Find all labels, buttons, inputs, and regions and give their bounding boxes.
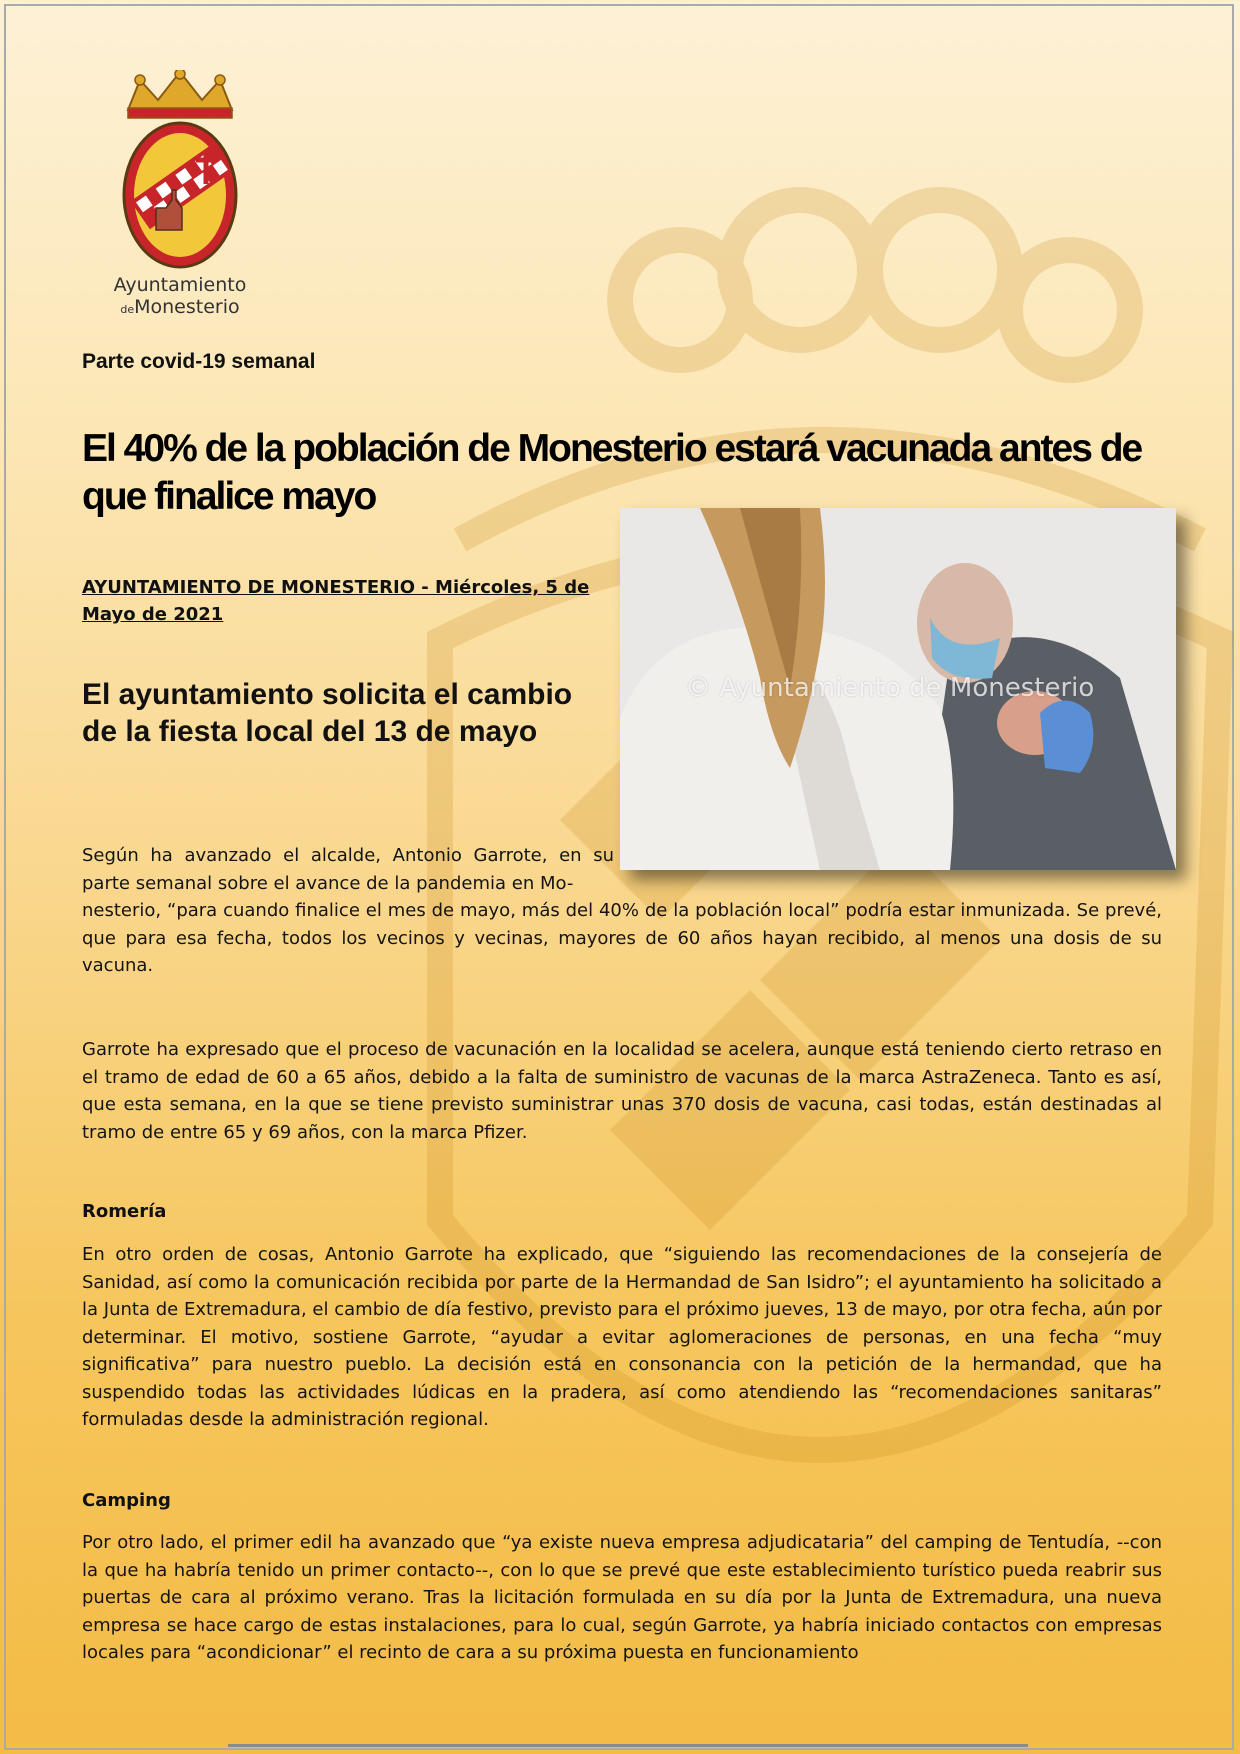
municipal-logo xyxy=(105,70,255,321)
headline: El 40% de la población de Monesterio estará vacunada antes de que finalice mayo xyxy=(82,427,1142,518)
vaccination-photo xyxy=(620,508,1176,870)
photo-watermark-caption: © Ayuntamiento de Monesterio xyxy=(685,673,1095,703)
subheadline: El ayuntamiento solicita el cambio de la fiesta local del 13 de mayo xyxy=(82,678,573,748)
section-label: Parte covid-19 semanal xyxy=(82,350,316,373)
paragraph-4: Por otro lado, el primer edil ha avanzado que “ya existe nueva empresa adjudicataria” del camping de Tentudía, --con la que ha habría tenido un primer contacto--, con lo que se prevé que este establecimiento turístico pueda reabrir sus puertas de cara al próximo verano. Tras la licitación formulada en su día por la Junta de Extremadura, una nueva empresa se hace cargo de estas instalaciones, para lo cual, según Garrote, ya habría iniciado contactos con empresas locales para “acondicionar” el recinto de cara a su próxima puesta en funcionamiento xyxy=(82,1532,1162,1663)
paragraph-2: Garrote ha expresado que el proceso de vacunación en la localidad se acelera, aunque está teniendo cierto retraso en el tramo de edad de 60 a 65 años, debido a la falta de suministro de vacunas de la marca AstraZeneca. Tanto es así, que esta semana, en la que se tiene previsto suministrar unas 370 dosis de vacuna, casi todas, están destinadas al tramo de entre 65 y 69 años, con la marca Pfizer. xyxy=(82,1039,1162,1143)
logo-line-2 xyxy=(105,296,255,321)
logo-line-2-name: Monesterio xyxy=(134,296,240,318)
byline: AYUNTAMIENTO DE MONESTERIO - Miércoles, 5 de Mayo de 2021 xyxy=(82,577,590,625)
coat-of-arms-icon xyxy=(110,70,250,270)
paragraph-1-top: Según ha avanzado el alcalde, Antonio Garrote, en su parte semanal sobre el avance de la pandemia en Mo- xyxy=(82,845,614,894)
footer-rule xyxy=(228,1744,1028,1747)
heading-romeria: Romería xyxy=(82,1201,167,1222)
paragraph-3: En otro orden de cosas, Antonio Garrote ha explicado, que “siguiendo las recomendaciones de la consejería de Sanidad, así como la comunicación recibida por parte de la Hermandad de San Isidro”; el ayuntamiento ha solicitado a la Junta de Extremadura, el cambio de día festivo, previsto para el próximo jueves, 13 de mayo, por otra fecha, aún por determinar. El motivo, sostiene Garrote, “ayudar a evitar aglomeraciones de personas, en una fecha “muy significativa” para nuestro pueblo. La decisión está en consonancia con la petición de la hermandad, que ha suspendido todas las actividades lúdicas en la pradera, así como atendiendo las “recomendaciones sanitaras” formuladas desde la administración regional. xyxy=(82,1244,1162,1430)
logo-line-1: Ayuntamiento xyxy=(113,274,247,296)
heading-camping: Camping xyxy=(82,1490,171,1511)
logo-line-2-prefix: de xyxy=(120,303,135,316)
paragraph-1-rest: nesterio, “para cuando finalice el mes de mayo, más del 40% de la población local” podría estar inmunizada. Se prevé, que para esa fecha, todos los vecinos y vecinas, mayores de 60 años hayan recibido, al menos una dosis de su vacuna. xyxy=(82,900,1162,976)
